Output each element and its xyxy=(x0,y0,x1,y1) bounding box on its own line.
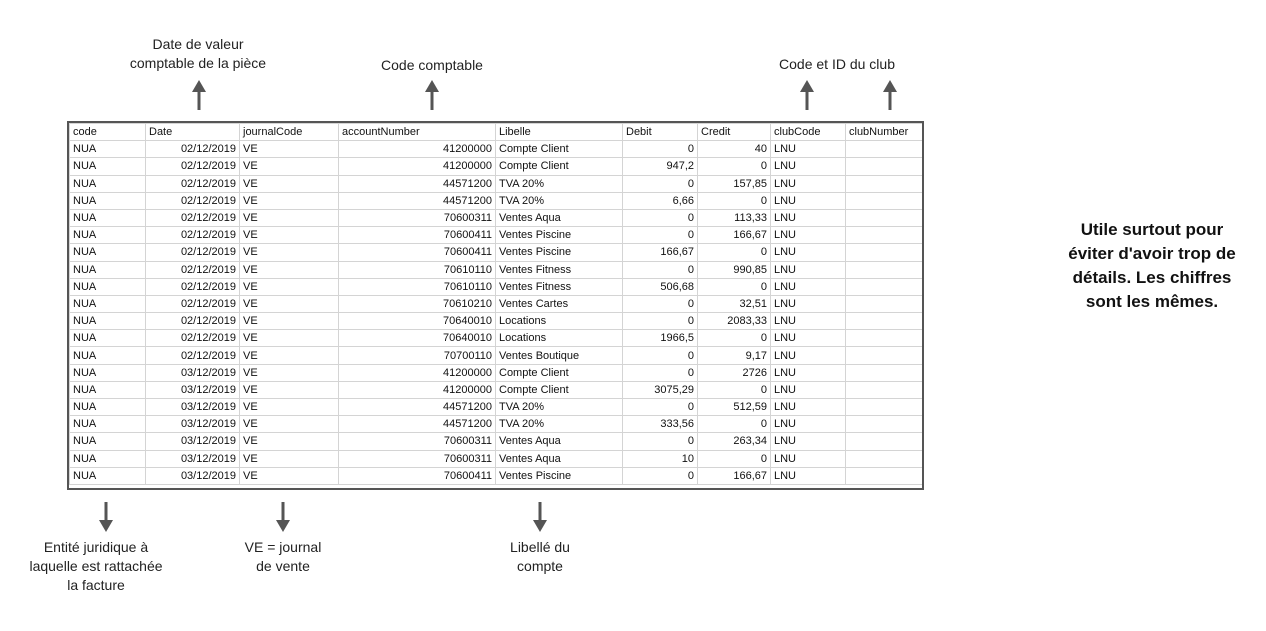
arrow-up-icon xyxy=(800,80,814,110)
cell-account-number: 41200000 xyxy=(339,158,496,175)
cell-code: NUA xyxy=(70,141,146,158)
column-header-debit: Debit xyxy=(623,124,698,141)
cell-debit: 0 xyxy=(623,261,698,278)
cell-date: 02/12/2019 xyxy=(146,313,240,330)
cell-club-code: LNU xyxy=(771,192,846,209)
annotation-entity-line-3: la facture xyxy=(67,577,125,593)
cell-club-number xyxy=(846,416,923,433)
cell-credit: 166,67 xyxy=(698,227,771,244)
column-header-code: code xyxy=(70,124,146,141)
cell-club-number xyxy=(846,295,923,312)
cell-account-number: 70600411 xyxy=(339,467,496,484)
cell-journal-code: VE xyxy=(240,450,339,467)
cell-code: NUA xyxy=(70,416,146,433)
cell-code: NUA xyxy=(70,261,146,278)
cell-journal-code: VE xyxy=(240,192,339,209)
table-row xyxy=(70,330,923,347)
cell-account-number: 70610110 xyxy=(339,278,496,295)
cell-club-number xyxy=(846,450,923,467)
cell-date: 02/12/2019 xyxy=(146,295,240,312)
table-row xyxy=(70,381,923,398)
cell-date: 02/12/2019 xyxy=(146,209,240,226)
annotation-date-line-1: Date de valeur xyxy=(152,36,244,52)
cell-libelle: Ventes Cartes xyxy=(496,295,623,312)
cell-libelle: Ventes Piscine xyxy=(496,467,623,484)
cell-account-number: 44571200 xyxy=(339,192,496,209)
cell-club-number xyxy=(846,313,923,330)
cell-journal-code: VE xyxy=(240,467,339,484)
cell-account-number: 70640010 xyxy=(339,330,496,347)
cell-account-number: 70610210 xyxy=(339,295,496,312)
cell-date: 02/12/2019 xyxy=(146,227,240,244)
cell-account-number: 70600311 xyxy=(339,433,496,450)
spreadsheet-table xyxy=(67,121,924,490)
table-row xyxy=(70,244,923,261)
cell-libelle: Ventes Fitness xyxy=(496,278,623,295)
cell-date: 02/12/2019 xyxy=(146,141,240,158)
cell-libelle: Ventes Piscine xyxy=(496,244,623,261)
table-row xyxy=(70,175,923,192)
cell-club-code: LNU xyxy=(771,381,846,398)
cell-credit: 0 xyxy=(698,381,771,398)
cell-account-number: 44571200 xyxy=(339,175,496,192)
cell-credit: 2726 xyxy=(698,364,771,381)
cell-journal-code: VE xyxy=(240,330,339,347)
cell-date: 03/12/2019 xyxy=(146,416,240,433)
cell-code: NUA xyxy=(70,467,146,484)
table-row xyxy=(70,261,923,278)
cell-credit: 512,59 xyxy=(698,399,771,416)
cell-libelle: TVA 20% xyxy=(496,192,623,209)
cell-club-code: LNU xyxy=(771,330,846,347)
annotation-date-line-2: comptable de la pièce xyxy=(129,55,267,71)
cell-club-number xyxy=(846,227,923,244)
cell-code: NUA xyxy=(70,381,146,398)
cell-account-number: 41200000 xyxy=(339,141,496,158)
cell-code: NUA xyxy=(70,330,146,347)
cell-club-number xyxy=(846,209,923,226)
cell-debit: 0 xyxy=(623,141,698,158)
cell-debit: 1966,5 xyxy=(623,330,698,347)
cell-credit: 166,67 xyxy=(698,467,771,484)
cell-debit: 10 xyxy=(623,450,698,467)
cell-date: 02/12/2019 xyxy=(146,244,240,261)
cell-club-code: LNU xyxy=(771,295,846,312)
cell-journal-code: VE xyxy=(240,416,339,433)
cell-journal-code: VE xyxy=(240,433,339,450)
cell-debit: 0 xyxy=(623,175,698,192)
cell-club-code: LNU xyxy=(771,347,846,364)
cell-date: 02/12/2019 xyxy=(146,278,240,295)
cell-date: 03/12/2019 xyxy=(146,433,240,450)
cell-club-number xyxy=(846,244,923,261)
cell-account-number: 70700110 xyxy=(339,347,496,364)
side-note-line-2: éviter d'avoir trop de xyxy=(1068,244,1236,263)
cell-debit: 0 xyxy=(623,313,698,330)
cell-credit: 0 xyxy=(698,330,771,347)
cell-debit: 947,2 xyxy=(623,158,698,175)
cell-journal-code: VE xyxy=(240,158,339,175)
annotation-journal-line-2: de vente xyxy=(256,558,310,574)
cell-debit: 0 xyxy=(623,364,698,381)
cell-club-code: LNU xyxy=(771,261,846,278)
cell-club-number xyxy=(846,192,923,209)
cell-club-code: LNU xyxy=(771,158,846,175)
journal-table xyxy=(69,123,923,485)
cell-code: NUA xyxy=(70,364,146,381)
cell-club-code: LNU xyxy=(771,209,846,226)
table-row xyxy=(70,399,923,416)
header-row xyxy=(70,124,923,141)
annotation-account-line-1: Code comptable xyxy=(381,57,483,73)
cell-debit: 6,66 xyxy=(623,192,698,209)
cell-credit: 0 xyxy=(698,278,771,295)
cell-credit: 263,34 xyxy=(698,433,771,450)
annotation-entity xyxy=(16,538,176,595)
cell-club-number xyxy=(846,158,923,175)
annotation-libelle-line-1: Libellé du xyxy=(510,539,570,555)
cell-libelle: Ventes Aqua xyxy=(496,450,623,467)
cell-journal-code: VE xyxy=(240,278,339,295)
cell-club-code: LNU xyxy=(771,313,846,330)
cell-journal-code: VE xyxy=(240,175,339,192)
cell-club-code: LNU xyxy=(771,467,846,484)
annotation-journal-line-1: VE = journal xyxy=(244,539,322,555)
cell-account-number: 70600311 xyxy=(339,209,496,226)
cell-club-number xyxy=(846,330,923,347)
cell-libelle: Ventes Aqua xyxy=(496,209,623,226)
cell-code: NUA xyxy=(70,158,146,175)
cell-code: NUA xyxy=(70,450,146,467)
cell-debit: 0 xyxy=(623,209,698,226)
table-row xyxy=(70,347,923,364)
cell-journal-code: VE xyxy=(240,244,339,261)
arrow-up-icon xyxy=(883,80,897,110)
column-header-credit: Credit xyxy=(698,124,771,141)
annotation-entity-line-1: Entité juridique à xyxy=(43,539,149,555)
cell-club-code: LNU xyxy=(771,175,846,192)
cell-code: NUA xyxy=(70,244,146,261)
cell-account-number: 41200000 xyxy=(339,381,496,398)
cell-credit: 990,85 xyxy=(698,261,771,278)
cell-credit: 0 xyxy=(698,244,771,261)
annotation-libelle xyxy=(470,538,610,576)
cell-date: 02/12/2019 xyxy=(146,347,240,364)
cell-code: NUA xyxy=(70,347,146,364)
cell-debit: 333,56 xyxy=(623,416,698,433)
cell-debit: 0 xyxy=(623,227,698,244)
cell-club-number xyxy=(846,467,923,484)
cell-club-number xyxy=(846,175,923,192)
cell-date: 02/12/2019 xyxy=(146,261,240,278)
table-row xyxy=(70,416,923,433)
cell-libelle: Locations xyxy=(496,330,623,347)
cell-club-number xyxy=(846,433,923,450)
cell-libelle: Compte Client xyxy=(496,364,623,381)
cell-date: 03/12/2019 xyxy=(146,364,240,381)
cell-club-code: LNU xyxy=(771,450,846,467)
table-row xyxy=(70,192,923,209)
annotation-entity-line-2: laquelle est rattachée xyxy=(29,558,163,574)
cell-club-number xyxy=(846,278,923,295)
table-row xyxy=(70,227,923,244)
annotation-account xyxy=(352,56,512,75)
cell-account-number: 41200000 xyxy=(339,364,496,381)
table-row xyxy=(70,209,923,226)
cell-journal-code: VE xyxy=(240,347,339,364)
table-row xyxy=(70,141,923,158)
cell-account-number: 70600411 xyxy=(339,244,496,261)
table-row xyxy=(70,433,923,450)
cell-credit: 2083,33 xyxy=(698,313,771,330)
annotation-club-line-1: Code et ID du club xyxy=(779,56,895,72)
cell-libelle: Compte Client xyxy=(496,158,623,175)
cell-libelle: Ventes Piscine xyxy=(496,227,623,244)
cell-debit: 0 xyxy=(623,399,698,416)
cell-code: NUA xyxy=(70,209,146,226)
arrow-up-icon xyxy=(425,80,439,110)
arrow-down-icon xyxy=(533,502,547,532)
cell-date: 02/12/2019 xyxy=(146,175,240,192)
cell-club-number xyxy=(846,381,923,398)
cell-code: NUA xyxy=(70,175,146,192)
side-note-line-1: Utile surtout pour xyxy=(1080,220,1224,239)
cell-credit: 157,85 xyxy=(698,175,771,192)
cell-credit: 0 xyxy=(698,158,771,175)
cell-libelle: Ventes Boutique xyxy=(496,347,623,364)
table-row xyxy=(70,364,923,381)
cell-journal-code: VE xyxy=(240,295,339,312)
arrow-up-icon xyxy=(192,80,206,110)
cell-club-number xyxy=(846,141,923,158)
cell-debit: 166,67 xyxy=(623,244,698,261)
cell-libelle: Ventes Aqua xyxy=(496,433,623,450)
cell-account-number: 44571200 xyxy=(339,399,496,416)
table-row xyxy=(70,278,923,295)
arrow-down-icon xyxy=(276,502,290,532)
cell-date: 02/12/2019 xyxy=(146,192,240,209)
cell-code: NUA xyxy=(70,433,146,450)
cell-date: 03/12/2019 xyxy=(146,381,240,398)
arrow-down-icon xyxy=(99,502,113,532)
cell-journal-code: VE xyxy=(240,209,339,226)
cell-account-number: 70600411 xyxy=(339,227,496,244)
cell-account-number: 70600311 xyxy=(339,450,496,467)
side-note-line-4: sont les mêmes. xyxy=(1085,292,1219,311)
table-row xyxy=(70,313,923,330)
cell-credit: 40 xyxy=(698,141,771,158)
cell-libelle: Ventes Fitness xyxy=(496,261,623,278)
cell-club-number xyxy=(846,261,923,278)
cell-debit: 506,68 xyxy=(623,278,698,295)
cell-code: NUA xyxy=(70,399,146,416)
table-row xyxy=(70,158,923,175)
cell-club-code: LNU xyxy=(771,433,846,450)
cell-credit: 32,51 xyxy=(698,295,771,312)
column-header-journalcode: journalCode xyxy=(240,124,339,141)
cell-credit: 0 xyxy=(698,416,771,433)
cell-credit: 9,17 xyxy=(698,347,771,364)
cell-code: NUA xyxy=(70,295,146,312)
annotation-club xyxy=(757,55,917,74)
cell-club-code: LNU xyxy=(771,227,846,244)
cell-journal-code: VE xyxy=(240,227,339,244)
cell-club-code: LNU xyxy=(771,364,846,381)
cell-code: NUA xyxy=(70,278,146,295)
side-note xyxy=(1040,218,1264,314)
cell-credit: 113,33 xyxy=(698,209,771,226)
column-header-libelle: Libelle xyxy=(496,124,623,141)
cell-account-number: 70610110 xyxy=(339,261,496,278)
annotation-date xyxy=(108,35,288,73)
cell-credit: 0 xyxy=(698,192,771,209)
cell-club-code: LNU xyxy=(771,141,846,158)
cell-date: 02/12/2019 xyxy=(146,158,240,175)
cell-date: 03/12/2019 xyxy=(146,450,240,467)
side-note-line-3: détails. Les chiffres xyxy=(1072,268,1232,287)
cell-debit: 0 xyxy=(623,467,698,484)
cell-club-number xyxy=(846,399,923,416)
cell-libelle: Compte Client xyxy=(496,381,623,398)
cell-account-number: 70640010 xyxy=(339,313,496,330)
cell-date: 02/12/2019 xyxy=(146,330,240,347)
cell-club-number xyxy=(846,347,923,364)
cell-journal-code: VE xyxy=(240,141,339,158)
cell-date: 03/12/2019 xyxy=(146,467,240,484)
column-header-date: Date xyxy=(146,124,240,141)
cell-club-code: LNU xyxy=(771,278,846,295)
cell-club-number xyxy=(846,364,923,381)
column-header-accountnumber: accountNumber xyxy=(339,124,496,141)
table-row xyxy=(70,295,923,312)
cell-club-code: LNU xyxy=(771,416,846,433)
cell-journal-code: VE xyxy=(240,381,339,398)
cell-journal-code: VE xyxy=(240,399,339,416)
cell-journal-code: VE xyxy=(240,313,339,330)
table-row xyxy=(70,450,923,467)
annotation-journal xyxy=(213,538,353,576)
cell-libelle: Locations xyxy=(496,313,623,330)
cell-debit: 0 xyxy=(623,295,698,312)
cell-debit: 0 xyxy=(623,433,698,450)
cell-credit: 0 xyxy=(698,450,771,467)
cell-libelle: TVA 20% xyxy=(496,399,623,416)
cell-account-number: 44571200 xyxy=(339,416,496,433)
column-header-clubnumber: clubNumber xyxy=(846,124,923,141)
cell-club-code: LNU xyxy=(771,399,846,416)
cell-date: 03/12/2019 xyxy=(146,399,240,416)
table-row xyxy=(70,467,923,484)
cell-journal-code: VE xyxy=(240,261,339,278)
cell-code: NUA xyxy=(70,313,146,330)
cell-debit: 3075,29 xyxy=(623,381,698,398)
annotation-libelle-line-2: compte xyxy=(517,558,563,574)
cell-code: NUA xyxy=(70,192,146,209)
column-header-clubcode: clubCode xyxy=(771,124,846,141)
cell-libelle: TVA 20% xyxy=(496,175,623,192)
cell-journal-code: VE xyxy=(240,364,339,381)
cell-club-code: LNU xyxy=(771,244,846,261)
cell-code: NUA xyxy=(70,227,146,244)
cell-libelle: Compte Client xyxy=(496,141,623,158)
cell-debit: 0 xyxy=(623,347,698,364)
cell-libelle: TVA 20% xyxy=(496,416,623,433)
